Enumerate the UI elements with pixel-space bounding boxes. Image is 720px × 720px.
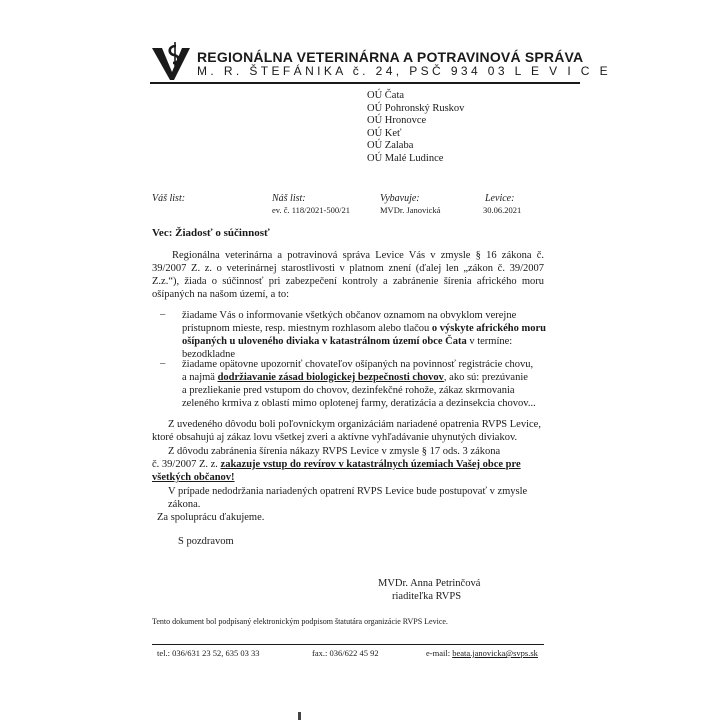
paragraph-line: ktoré obsahujú aj zákaz lovu všetkej zveri a aktívne vyhľadávanie uhynutých diviakov. (152, 432, 518, 443)
bullet-dash: – (160, 358, 166, 369)
bullet-2-line: a najmä dodržiavanie zásad biologickej bezpečnosti chovov, ako sú: prezúvanie (182, 372, 528, 383)
vybavuje-value: MVDr. Janovická (380, 205, 441, 215)
vybavuje-label: Vybavuje: (380, 193, 420, 204)
regards-line: S pozdravom (178, 536, 234, 547)
organization-address: M. R. ŠTEFÁNIKA č. 24, PSČ 934 03 L E V I C E (197, 64, 611, 78)
organization-name: REGIONÁLNA VETERINÁRNA A POTRAVINOVÁ SPRÁVA (197, 49, 584, 65)
paragraph-line: zákona. (168, 499, 201, 510)
letter-subject: Vec: Žiadosť o súčinnosť (152, 227, 270, 239)
bullet-1-line: bezodkladne (182, 349, 236, 360)
ban-paragraph (152, 445, 521, 484)
levice-label: Levice: (485, 193, 515, 204)
header-divider (150, 82, 580, 84)
footer-email: e-mail: beata.janovicka@svps.sk (426, 648, 538, 658)
paragraph-line: č. 39/2007 Z. z. zakazuje vstup do revírov v katastrálnych územiach Vašej obce pre (152, 459, 521, 470)
bullet-1-line: žiadame Vás o informovanie všetkých občanov oznamom na obvyklom verejne (182, 310, 517, 321)
footer-divider (152, 644, 544, 645)
bullet-1 (182, 309, 546, 361)
recipient-item: OÚ Hronovce (367, 115, 427, 126)
bullet-2 (182, 358, 536, 410)
recipient-item: OÚ Keť (367, 127, 402, 139)
bullet-1-line: prístupnom mieste, resp. miestnym rozhlasom alebo tlačou o výskyte afrického moru (182, 323, 546, 334)
email-link[interactable]: beata.janovicka@svps.sk (452, 648, 538, 658)
intro-paragraph: Regionálna veterinárna a potravinová správa Levice Vás v zmysle § 16 zákona č. 39/2007 Z. z. o veterinárnej starostlivosti v platnom znení (ďalej len „zákon č. 39/2007 Z.z.“), žiada o súčinnosť pri zabezpečení kontroly a zabránenie šírenia afrického moru ošípaných na našom území, a to: (152, 250, 544, 300)
signatory-name: MVDr. Anna Petrinčová (378, 578, 481, 589)
rvps-logo-icon (150, 42, 192, 82)
levice-date: 30.06.2021 (483, 205, 522, 215)
vas-list-label: Váš list: (152, 193, 186, 204)
signatory-title: riaditeľka RVPS (392, 591, 462, 602)
nas-list-label: Náš list: (272, 193, 306, 204)
recipient-item: OÚ Zalaba (367, 140, 414, 151)
paragraph-line: Z uvedeného dôvodu boli poľovníckym organizáciám nariadené opatrenia RVPS Levice, (168, 419, 541, 430)
nas-list-value: ev. č. 118/2021-500/21 (272, 205, 350, 215)
footer-phone: tel.: 036/631 23 52, 635 03 33 (157, 648, 260, 658)
paragraph-line: V prípade nedodržania nariadených opatrení RVPS Levice bude postupovať v zmysle (168, 486, 528, 497)
footer-fax: fax.: 036/622 45 92 (312, 648, 379, 658)
paragraph-line: všetkých občanov! (152, 472, 235, 483)
recipient-item: OÚ Čata (367, 90, 405, 101)
penalty-paragraph (152, 485, 527, 511)
recipient-list (367, 90, 464, 165)
recipient-item: OÚ Malé Ludince (367, 152, 444, 164)
recipient-item: OÚ Pohronský Ruskov (367, 102, 465, 114)
bullet-2-line: zeleného krmiva z oblastí mimo oplotenej farmy, deratizácia a dezinsekcia chovov... (182, 398, 536, 409)
bullet-dash: – (160, 309, 166, 320)
bullet-2-line: žiadame opätovne upozorniť chovateľov ošípaných na povinnosť registrácie chovu, (182, 359, 534, 370)
paragraph-line: Z dôvodu zabránenia šírenia nákazy RVPS Levice v zmysle § 17 ods. 3 zákona (168, 446, 501, 457)
thanks-line: Za spoluprácu ďakujeme. (157, 512, 265, 523)
scan-artifact (298, 712, 301, 720)
hunting-paragraph (152, 418, 541, 444)
electronic-signature-note: Tento dokument bol podpísaný elektronickým podpisom štatutára organizácie RVPS Levice. (152, 617, 448, 626)
bullet-1-line: ošípaných u uloveného diviaka v katastrálnom území obce Čata v termíne: (182, 336, 513, 347)
bullet-2-line: a prezliekanie pred vstupom do chovov, dezinfekčné rohože, zákaz skrmovania (182, 385, 515, 396)
